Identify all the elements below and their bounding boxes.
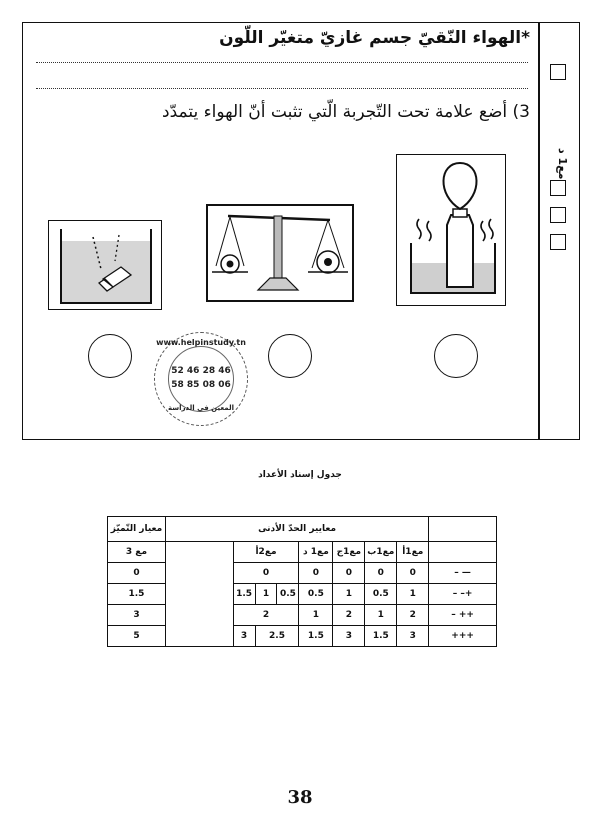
symbol-subheader — [429, 542, 497, 563]
watermark-stamp-inner — [168, 346, 234, 412]
row-symbol: +++ — [429, 626, 497, 647]
cell-c1d: 1.5 — [299, 626, 333, 647]
cell-c2: 1 — [255, 584, 277, 605]
subheader-c1d: مع1 د — [299, 542, 333, 563]
score-box[interactable] — [550, 180, 566, 196]
cell-c1b: 1 — [365, 605, 397, 626]
statement-text: *الهواء النّقيّ جسم غازيّ متغيّر اللّون — [219, 28, 530, 48]
cell-c3: 1.5 — [108, 584, 166, 605]
cell-c1c: 0 — [333, 563, 365, 584]
cell-c1d: 0 — [299, 563, 333, 584]
page-number: 38 — [287, 787, 313, 808]
min-criteria-header: معايير الحدّ الأدنى — [165, 517, 428, 542]
cell-c1b: 0.5 — [365, 584, 397, 605]
criterion-label: مع1 د — [556, 148, 569, 180]
subheader-c2: مع2أ — [233, 542, 299, 563]
margin-divider — [538, 22, 540, 440]
cell-c1a: 1 — [397, 584, 429, 605]
cell-c2: 2 — [233, 605, 299, 626]
cell-c1c: 2 — [333, 605, 365, 626]
subheader-c1b: مع1ب — [365, 542, 397, 563]
subheader-c1c: مع1ج — [333, 542, 365, 563]
cell-c1d: 0.5 — [299, 584, 333, 605]
subheader-c1a: مع1أ — [397, 542, 429, 563]
blank-column — [165, 542, 233, 647]
cell-c2: 2.5 — [255, 626, 299, 647]
cell-c1d: 1 — [299, 605, 333, 626]
submerged-bottle-illustration — [49, 221, 163, 311]
score-box[interactable] — [550, 234, 566, 250]
cell-c1b: 1.5 — [365, 626, 397, 647]
table-subheader-row — [108, 542, 497, 563]
cell-c2: 1.5 — [233, 584, 255, 605]
excellence-header: معيار التّميّز — [108, 517, 166, 542]
table-header-row — [108, 517, 497, 542]
cell-c2: 0 — [233, 563, 299, 584]
cell-c1a: 2 — [397, 605, 429, 626]
cell-c1a: 0 — [397, 563, 429, 584]
question-text: 3) أضع علامة تحت التّجربة الّتي تثبت أنّ الهواء يتمدّد — [162, 102, 530, 122]
balance-scale-illustration — [208, 206, 351, 299]
answer-line — [36, 62, 528, 63]
symbol-header — [429, 517, 497, 542]
cell-c1b: 0 — [365, 563, 397, 584]
cell-c3: 0 — [108, 563, 166, 584]
stamp-website: www.helpinstudy.tn — [156, 338, 246, 347]
cell-c3: 5 — [108, 626, 166, 647]
cell-c1c: 1 — [333, 584, 365, 605]
figure-balance-scale — [206, 204, 354, 302]
cell-c2: 3 — [233, 626, 255, 647]
row-symbol: +– – — [429, 584, 497, 605]
row-symbol: — – — [429, 563, 497, 584]
answer-line — [36, 88, 528, 89]
stamp-phone: 58 85 08 06 — [171, 380, 231, 390]
cell-c2: 0.5 — [277, 584, 299, 605]
balloon-bottle-illustration — [397, 155, 507, 307]
subheader-c3: مع 3 — [108, 542, 166, 563]
grading-table — [107, 516, 497, 647]
stamp-tagline: المعين في الدراسة — [168, 404, 234, 412]
cell-c1a: 3 — [397, 626, 429, 647]
figure-submerged-bottle — [48, 220, 162, 310]
score-box[interactable] — [550, 207, 566, 223]
answer-circle-balloon[interactable] — [434, 334, 478, 378]
table-title: جدول إسناد الأعداد — [258, 470, 342, 480]
score-box[interactable] — [550, 64, 566, 80]
stamp-phone: 52 46 28 46 — [171, 366, 231, 376]
figure-balloon-bottle — [396, 154, 506, 306]
answer-circle-balance[interactable] — [268, 334, 312, 378]
cell-c1c: 3 — [333, 626, 365, 647]
row-symbol: ++ – — [429, 605, 497, 626]
cell-c3: 3 — [108, 605, 166, 626]
answer-circle-submerged[interactable] — [88, 334, 132, 378]
